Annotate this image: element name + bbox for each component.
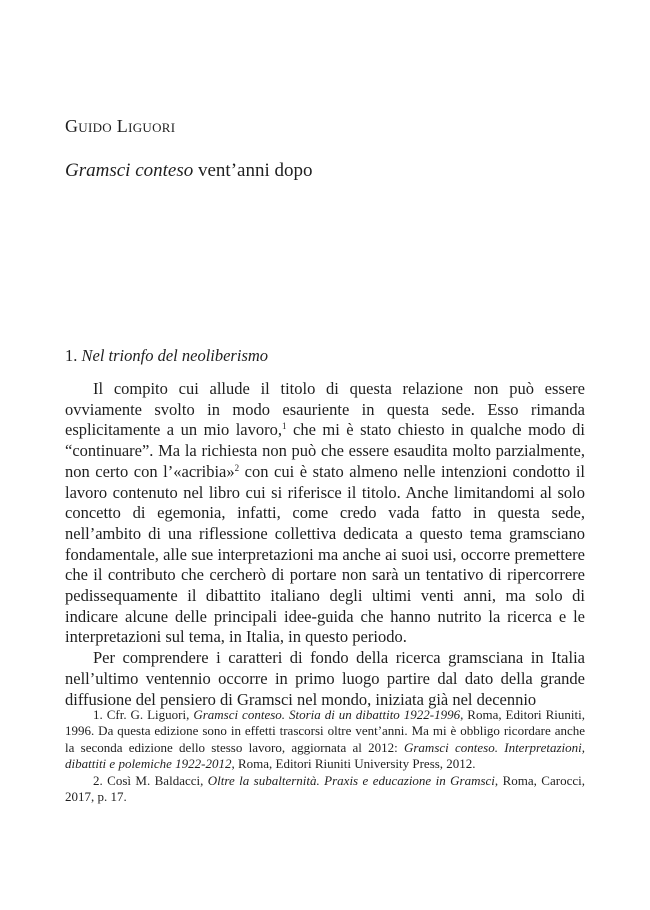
footnote-1-part-c: , Roma, Editori Riuniti, 1996. Da questa edizione sono in effetti trascorsi oltre vent’anni. Ma mi è obbligo ricordare anche la seconda edizione dello stesso lavoro, aggiornata al 2012:: [65, 707, 585, 755]
chapter-title-rest: vent’anni dopo: [193, 160, 313, 181]
body-text: [65, 379, 585, 710]
author-name: Guido Liguori: [65, 116, 176, 136]
footnote-2-part-c: , Roma, Carocci, 2017, p. 17.: [65, 772, 585, 805]
footnote-2-book-title: Oltre la subalternità. Praxis e educazione in Gramsci: [207, 772, 495, 788]
chapter-title-italic: Gramsci conteso: [65, 160, 194, 181]
footnote-1: [65, 707, 585, 773]
footnote-ref-2: 2: [234, 462, 240, 473]
chapter-title: [65, 160, 313, 182]
footnotes: [65, 707, 585, 805]
paragraph-1-part-a: Il compito cui allude il titolo di questa relazione non può essere ovviamente svolto in modo esauriente in questa sede. Esso rimanda esplicitamente a un mio lavoro,: [65, 379, 585, 440]
footnote-1-book-title: Gramsci conteso. Storia di un dibattito 1922-1996: [193, 707, 461, 722]
section-number: 1.: [65, 346, 82, 365]
footnote-1-part-e: , Roma, Editori Riuniti University Press, 2012.: [231, 756, 476, 772]
section-heading: [65, 346, 268, 366]
footnote-2: [65, 773, 585, 806]
paragraph-2: Per comprendere i caratteri di fondo della ricerca gramsciana in Italia nell’ultimo ventennio occorre in primo luogo partire dal dato della grande diffusione del pensiero di Gramsci nel mondo, iniziata già nel decennio: [65, 648, 585, 709]
footnote-1-second-title: Gramsci conteso. Interpretazioni, dibattiti e polemiche 1922-2012: [65, 739, 586, 772]
section-title: Nel trionfo del neoliberismo: [81, 346, 269, 365]
paragraph-1-part-b: che mi è stato chiesto in qualche modo di “continuare”. Ma la richiesta non può che essere esaudita molto parzialmente, non certo con l’«acribia»: [65, 420, 585, 481]
footnote-1-part-a: 1. Cfr. G. Liguori,: [93, 707, 194, 722]
paragraph-1-part-c: con cui è stato almeno nelle intenzioni condotto il lavoro contenuto nel libro cui si riferisce il titolo. Anche limitandomi al solo concetto di egemonia, infatti, come credo vada fatto in questa sede, nell’ambito di una riflessione collettiva dedicata a questo tema gramsciano fondamentale, alle sue interpretazioni ma anche ai suoi usi, occorre premettere che il contributo che cercherò di portare non sarà un tentativo di ripercorrere pedissequamente il dibattito italiano degli ultimi venti anni, ma solo di indicare alcune delle principali idee-guida che hanno nutrito la ricerca e le interpretazioni sul tema, in Italia, in questo periodo.: [65, 461, 585, 647]
footnote-2-part-a: 2. Così M. Baldacci,: [93, 772, 208, 788]
paragraph-1: [65, 379, 585, 648]
footnote-ref-1: 1: [282, 421, 287, 432]
